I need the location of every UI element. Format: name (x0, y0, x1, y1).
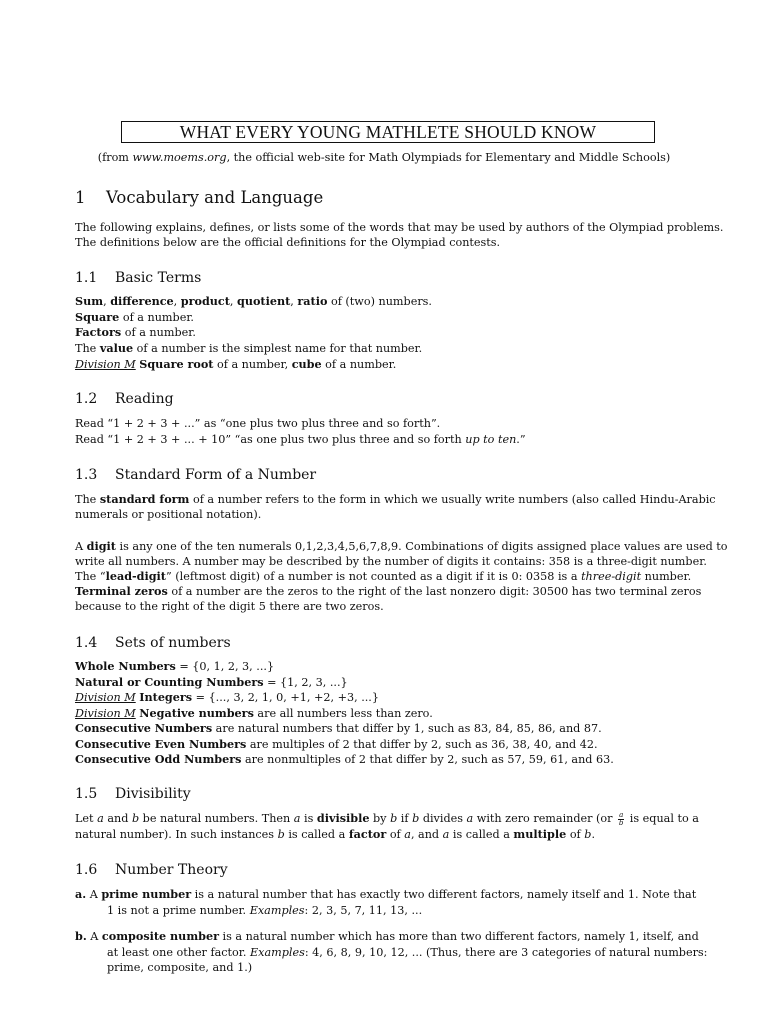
text-fragment: of a number. (119, 311, 194, 324)
subsection-number: 1.1 (75, 270, 98, 286)
text-fragment: = {0, 1, 2, 3, ...} (175, 660, 275, 673)
list-item-label: a. (75, 887, 87, 901)
term-value: value (99, 341, 134, 355)
term-square-root: Square root (139, 357, 214, 371)
subsection-title: Number Theory (115, 862, 228, 878)
subsection-number: 1.4 (75, 635, 98, 651)
text-fragment: : 2, 3, 5, 7, 11, 13, ... (304, 904, 423, 917)
term-natural-numbers: Natural or Counting Numbers (75, 675, 264, 689)
text-fragment: at least one other factor. (107, 946, 250, 959)
number-theory-item-b-line-1 (75, 929, 699, 944)
text-fragment: are natural numbers that differ by 1, such as 83, 84, 85, 86, and 87. (212, 722, 602, 735)
document-subtitle (0, 150, 768, 165)
term-standard-form: standard form (99, 492, 190, 506)
var-a: a (442, 828, 450, 841)
text-fragment: natural number). In such instances (75, 828, 278, 841)
divisibility-line-1 (75, 811, 699, 827)
term-cube: cube (291, 357, 322, 371)
term-consecutive-numbers: Consecutive Numbers (75, 721, 213, 735)
text-fragment: of a number refers to the form in which we usually write numbers (also called Hindu-Arabic (189, 493, 716, 506)
term-lead-digit: lead-digit (105, 569, 166, 583)
number-theory-item-a-line-2 (107, 903, 422, 918)
term-multiple: multiple (513, 827, 567, 841)
subsection-number: 1.3 (75, 467, 98, 483)
var-b: b (584, 828, 592, 841)
text-fragment: Let (75, 812, 98, 825)
fraction-numerator: a (619, 810, 624, 819)
term-factors: Factors (75, 325, 122, 339)
subsection-title: Basic Terms (115, 270, 202, 286)
text-fragment: , and (410, 828, 443, 841)
sets-line-2 (75, 675, 348, 690)
number-theory-item-a-line-1 (75, 887, 696, 902)
term-negative-numbers: Negative numbers (139, 706, 254, 720)
text-fragment: A (86, 930, 102, 943)
text-fragment: ” (leftmost digit) of a number is not counted as a digit if it is 0: 0358 is a (165, 570, 582, 583)
text-fragment: is called a (449, 828, 514, 841)
term-whole-numbers: Whole Numbers (75, 659, 176, 673)
standard-form-para-2-line-2: write all numbers. A number may be described by the number of digits it contains: 358 is a three-digit number. (75, 555, 707, 568)
term-consecutive-odd: Consecutive Odd Numbers (75, 752, 242, 766)
subsection-title: Divisibility (115, 786, 191, 802)
sets-line-3 (75, 690, 379, 705)
text-fragment: The “ (75, 570, 106, 583)
subsection-number: 1.5 (75, 786, 98, 802)
italic-fragment: up to ten (465, 433, 517, 446)
text-fragment: , (290, 295, 298, 308)
text-fragment: .” (516, 433, 526, 446)
number-theory-item-b-line-3: prime, composite, and 1.) (107, 961, 253, 974)
section-1-intro-line-2: The definitions below are the official definitions for the Olympiad contests. (75, 236, 501, 249)
italic-fragment: three-digit (581, 570, 642, 583)
standard-form-para-2-line-4 (75, 584, 701, 599)
var-a: a (404, 828, 411, 841)
standard-form-para-1-line-1 (75, 492, 716, 507)
term-integers: Integers (139, 690, 193, 704)
text-fragment: , (173, 295, 181, 308)
var-b: b (277, 828, 285, 841)
section-1-intro-line-1: The following explains, defines, or lists some of the words that may be used by authors of the Olympiad problems. (75, 221, 724, 234)
var-a: a (466, 812, 474, 825)
text-fragment: is (300, 812, 317, 825)
text-fragment: = {..., 3, 2, 1, 0, +1, +2, +3, ...} (192, 691, 379, 704)
section-1-heading (75, 188, 323, 207)
text-fragment: and (103, 812, 132, 825)
basic-terms-line-1 (75, 294, 432, 309)
text-fragment: are all numbers less than zero. (253, 707, 433, 720)
text-fragment: is equal to a (626, 812, 699, 825)
text-fragment: of (566, 828, 585, 841)
text-fragment: of a number are the zeros to the right of the last nonzero digit: 30500 has two terminal zeros (167, 585, 702, 598)
text-fragment: . (591, 828, 595, 841)
standard-form-para-1-line-2: numerals or positional notation). (75, 508, 262, 521)
term-digit: digit (86, 539, 116, 553)
term-ratio: ratio (297, 294, 328, 308)
standard-form-para-2-line-5: because to the right of the digit 5 there are two zeros. (75, 600, 384, 613)
subsection-1-2-heading (75, 391, 174, 407)
standard-form-para-2-line-3 (75, 569, 691, 584)
text-fragment: : 4, 6, 8, 9, 10, 12, ... (Thus, there are 3 categories of natural numbers: (304, 946, 708, 959)
basic-terms-line-3 (75, 325, 196, 340)
text-fragment: by (369, 812, 391, 825)
italic-fragment: Examples (250, 946, 305, 959)
subsection-title: Reading (115, 391, 174, 407)
section-number: 1 (75, 188, 86, 207)
text-fragment: of a number. (321, 358, 397, 371)
sets-line-1 (75, 659, 274, 674)
basic-terms-line-4 (75, 341, 422, 356)
text-fragment: is any one of the ten numerals 0,1,2,3,4,5,6,7,8,9. Combinations of digits assigned place values are used to (115, 540, 728, 553)
text-fragment: divides (419, 812, 467, 825)
var-b: b (412, 812, 420, 825)
fraction-a-over-b (618, 812, 624, 827)
division-m-tag: Division M (75, 691, 136, 704)
reading-line-1: Read “1 + 2 + 3 + ...” as “one plus two plus three and so forth”. (75, 417, 441, 430)
subsection-number: 1.2 (75, 391, 98, 407)
text-fragment: is a natural number that has exactly two different factors, namely itself and 1. Note that (191, 888, 697, 901)
var-a: a (293, 812, 301, 825)
text-fragment: of (386, 828, 405, 841)
text-fragment: Read “1 + 2 + 3 + ... + 10” “as one plus two plus three and so forth (75, 433, 466, 446)
var-b: b (390, 812, 398, 825)
text-fragment: with zero remainder (or (473, 812, 617, 825)
document-title: WHAT EVERY YOUNG MATHLETE SHOULD KNOW (121, 121, 655, 143)
subsection-1-5-heading (75, 786, 191, 802)
subtitle-prefix: (from (97, 151, 133, 164)
list-item-label: b. (75, 929, 87, 943)
text-fragment: is a natural number which has more than two different factors, namely 1, itself, and (219, 930, 699, 943)
text-fragment: A (75, 540, 87, 553)
text-fragment: 1 is not a prime number. (107, 904, 250, 917)
text-fragment: if (397, 812, 413, 825)
term-product: product (180, 294, 230, 308)
term-factor: factor (348, 827, 387, 841)
text-fragment: of a number, (213, 358, 292, 371)
subsection-1-6-heading (75, 862, 228, 878)
subsection-title: Standard Form of a Number (115, 467, 317, 483)
subsection-1-3-heading (75, 467, 316, 483)
sets-line-4 (75, 706, 433, 721)
var-b: b (131, 812, 140, 825)
text-fragment: , (229, 295, 238, 308)
division-m-tag: Division M (75, 358, 136, 371)
text-fragment: number. (641, 570, 692, 583)
term-prime-number: prime number (101, 887, 192, 901)
term-quotient: quotient (237, 294, 291, 308)
term-consecutive-even: Consecutive Even Numbers (75, 737, 247, 751)
term-sum: Sum (75, 294, 104, 308)
basic-terms-line-5 (75, 357, 396, 372)
subtitle-suffix: , the official web-site for Math Olympiads for Elementary and Middle Schools) (226, 151, 671, 164)
subsection-number: 1.6 (75, 862, 98, 878)
term-composite-number: composite number (101, 929, 219, 943)
text-fragment: is called a (284, 828, 349, 841)
term-square: Square (75, 310, 120, 324)
text-fragment: A (86, 888, 102, 901)
sets-line-5 (75, 721, 602, 736)
divisibility-line-2 (75, 827, 595, 842)
text-fragment: of a number. (121, 326, 196, 339)
fraction-denominator: b (618, 818, 624, 827)
text-fragment: of a number is the simplest name for that number. (133, 342, 423, 355)
term-divisible: divisible (316, 811, 370, 825)
term-difference: difference (110, 294, 174, 308)
division-m-tag: Division M (75, 707, 136, 720)
subsection-1-4-heading (75, 635, 231, 651)
var-a: a (97, 812, 104, 825)
sets-line-7 (75, 752, 614, 767)
text-fragment: The (75, 342, 100, 355)
sets-line-6 (75, 737, 598, 752)
basic-terms-line-2 (75, 310, 194, 325)
subsection-1-1-heading (75, 270, 201, 286)
text-fragment: be natural numbers. Then (139, 812, 294, 825)
subtitle-link[interactable]: www.moems.org (132, 151, 227, 164)
number-theory-item-b-line-2 (107, 945, 707, 960)
text-fragment: The (75, 493, 100, 506)
text-fragment: of (two) numbers. (327, 295, 432, 308)
text-fragment: = {1, 2, 3, ...} (263, 676, 348, 689)
subsection-title: Sets of numbers (115, 635, 231, 651)
reading-line-2 (75, 432, 526, 447)
section-title: Vocabulary and Language (106, 188, 324, 207)
italic-fragment: Examples (249, 904, 305, 917)
term-terminal-zeros: Terminal zeros (75, 584, 168, 598)
text-fragment: , (103, 295, 111, 308)
text-fragment: are nonmultiples of 2 that differ by 2, such as 57, 59, 61, and 63. (241, 753, 614, 766)
standard-form-para-2-line-1 (75, 539, 728, 554)
text-fragment: are multiples of 2 that differ by 2, such as 36, 38, 40, and 42. (246, 738, 598, 751)
